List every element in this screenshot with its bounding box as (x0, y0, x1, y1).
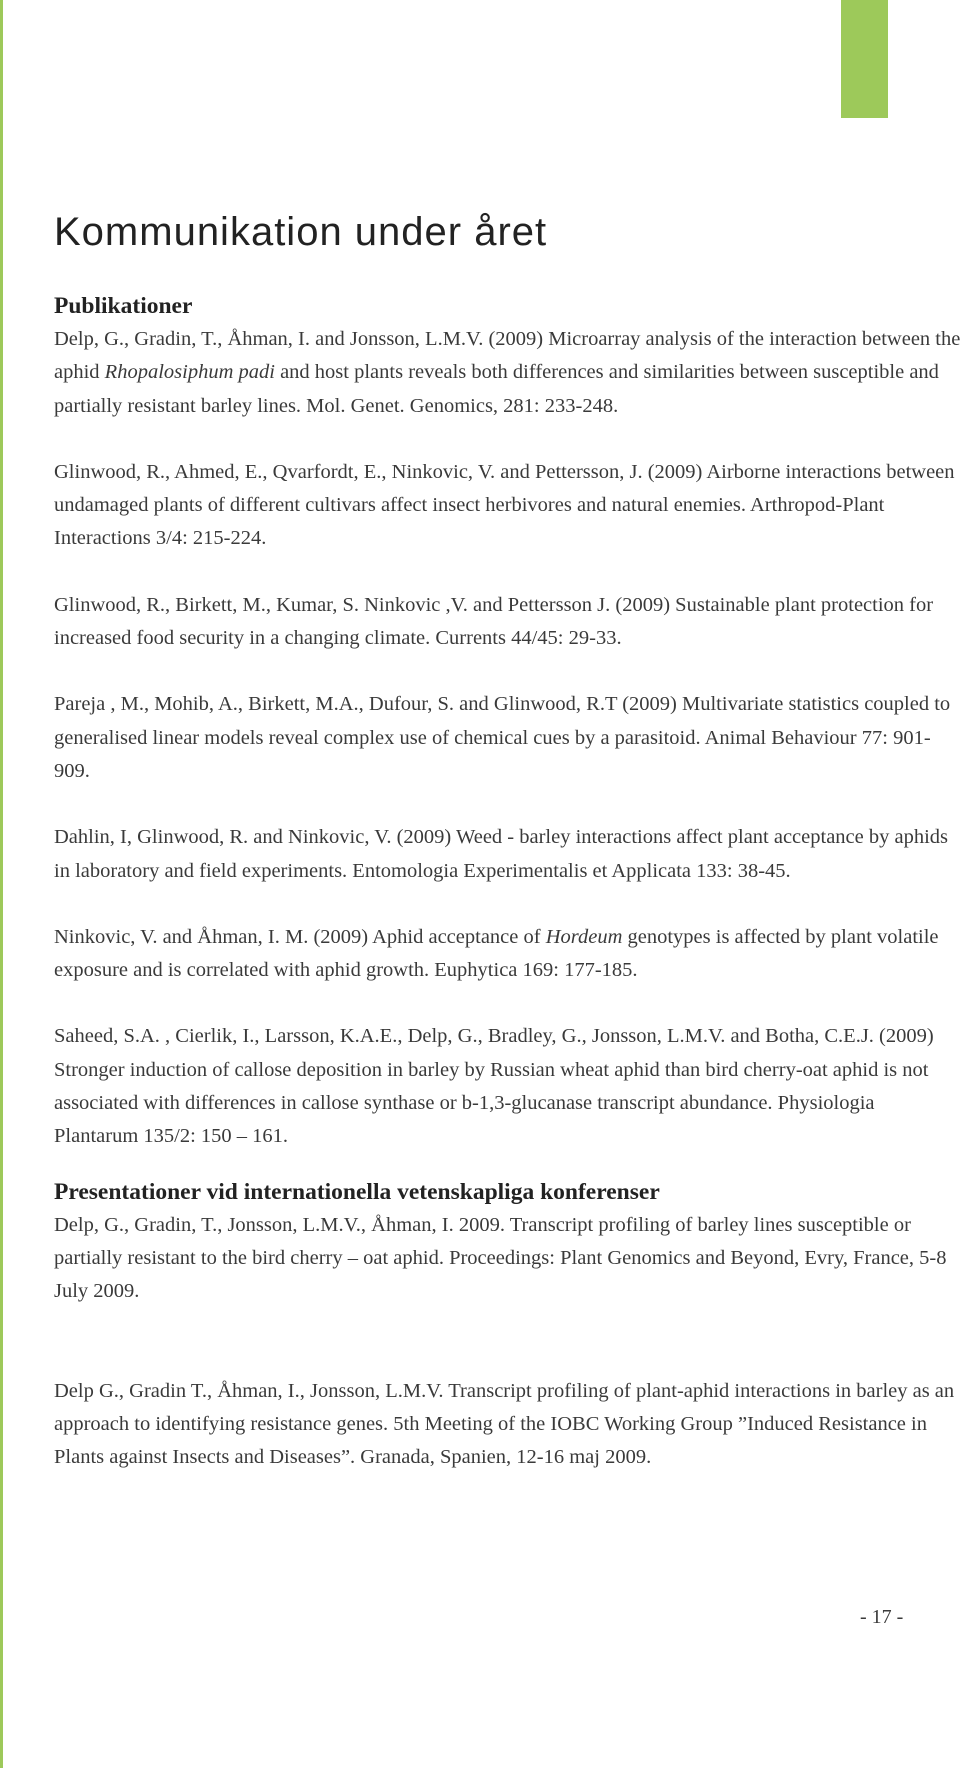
presentation-entry: Delp G., Gradin T., Åhman, I., Jonsson, L.M.V. Transcript profiling of plant-aphid interactions in barley as an approach to identifying resistance genes. 5th Meeting of the IOBC Working Group ”Induced Resistance in Plants against Insects and Diseases”. Granada, Spanien, 12-16 maj 2009. (54, 1379, 955, 1469)
page-title: Kommunikation under året (54, 210, 548, 254)
publication-entry: Delp, G., Gradin, T., Åhman, I. and Jonsson, L.M.V. (2009) Microarray analysis of the interaction between the aphid Rhopalosiphum padi and host plants reveals both differences and similarities between susceptible and partially resistant barley lines. Mol. Genet. Genomics, 281: 233-248. (54, 328, 960, 417)
page-number: - 17 - (860, 1606, 904, 1628)
publication-entry: Dahlin, I, Glinwood, R. and Ninkovic, V. (2009) Weed - barley interactions affect plant acceptance by aphids in laboratory and field experiments. Entomologia Experimentalis et Applicata 133: 38-45. (54, 826, 949, 882)
section-heading-publications: Publikationer (54, 293, 193, 319)
page-content (54, 210, 960, 1474)
publication-entry: Glinwood, R., Birkett, M., Kumar, S. Ninkovic ,V. and Pettersson J. (2009) Sustainable plant protection for increased food security in a changing climate. Currents 44/45: 29-33. (54, 593, 934, 650)
publication-entry: Ninkovic, V. and Åhman, I. M. (2009) Aphid acceptance of Hordeum genotypes is affected by plant volatile exposure and is correlated with aphid growth. Euphytica 169: 177-185. (54, 925, 939, 982)
publication-entry: Glinwood, R., Ahmed, E., Qvarfordt, E., Ninkovic, V. and Pettersson, J. (2009) Airborne interactions between undamaged plants of different cultivars affect insect herbivores and natural enemies. Arthropod-Plant Interactions 3/4: 215-224. (54, 460, 955, 550)
left-accent-rule (0, 0, 3, 1768)
corner-accent-tab (841, 0, 888, 118)
publication-entry: Saheed, S.A. , Cierlik, I., Larsson, K.A.E., Delp, G., Bradley, G., Jonsson, L.M.V. and Botha, C.E.J. (2009) Stronger induction of callose deposition in barley by Russian wheat aphid than bird cherry-oat aphid is not associated with differences in callose synthase or b-1,3-glucanase transcript abundance. Physiologia Plantarum 135/2: 150 – 161. (54, 1025, 934, 1148)
section-heading-presentations: Presentationer vid internationella vetenskapliga konferenser (54, 1178, 660, 1205)
presentation-entry: Delp, G., Gradin, T., Jonsson, L.M.V., Åhman, I. 2009. Transcript profiling of barley lines susceptible or partially resistant to the bird cherry – oat aphid. Proceedings: Plant Genomics and Beyond, Evry, France, 5-8 July 2009. (54, 1213, 947, 1303)
publication-entry: Pareja , M., Mohib, A., Birkett, M.A., Dufour, S. and Glinwood, R.T (2009) Multivariate statistics coupled to generalised linear models reveal complex use of chemical cues by a parasitoid. Animal Behaviour 77: 901-909. (54, 693, 951, 782)
